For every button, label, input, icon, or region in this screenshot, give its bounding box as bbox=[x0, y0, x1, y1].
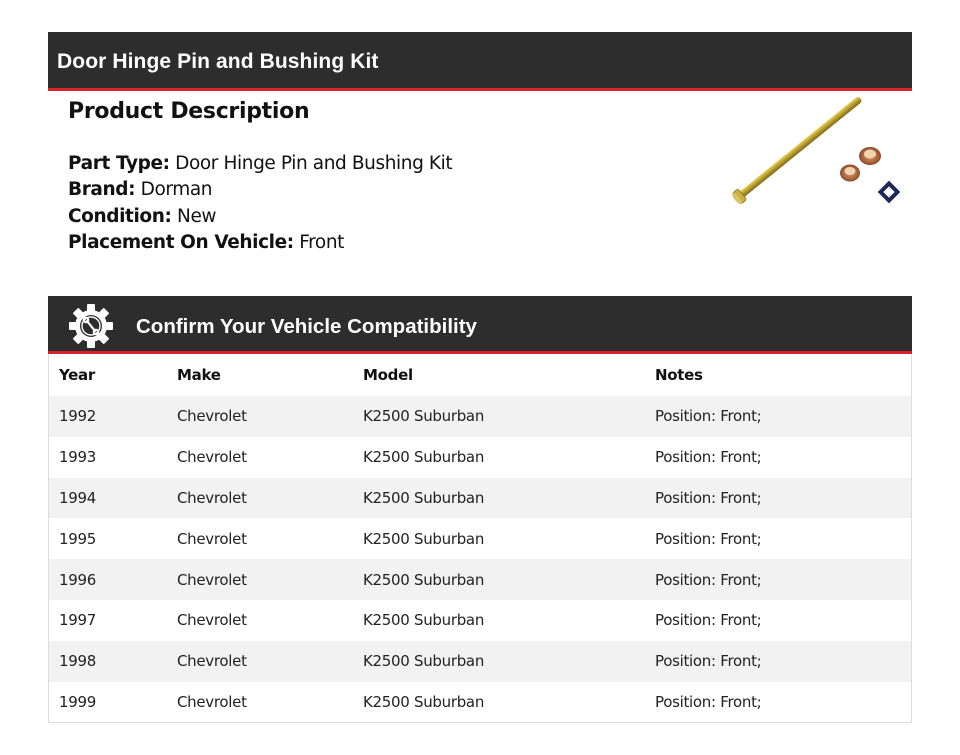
compatibility-table bbox=[48, 354, 912, 723]
cell-make: Chevrolet bbox=[167, 600, 353, 641]
cell-model: K2500 Suburban bbox=[353, 478, 645, 519]
spec-label: Part Type: bbox=[68, 153, 170, 174]
cell-year: 1994 bbox=[49, 478, 167, 519]
spec-value: New bbox=[177, 205, 217, 227]
cell-model: K2500 Suburban bbox=[353, 641, 645, 682]
cell-year: 1998 bbox=[49, 641, 167, 682]
column-header-notes: Notes bbox=[655, 366, 703, 384]
cell-notes: Position: Front; bbox=[645, 600, 911, 641]
product-image bbox=[726, 96, 910, 208]
cell-year: 1999 bbox=[49, 682, 167, 723]
cell-model: K2500 Suburban bbox=[353, 396, 645, 437]
product-description bbox=[68, 96, 708, 256]
cell-make: Chevrolet bbox=[167, 518, 353, 559]
table-row bbox=[49, 682, 911, 723]
cell-make: Chevrolet bbox=[167, 478, 353, 519]
cell-year: 1997 bbox=[49, 600, 167, 641]
cell-year: 1993 bbox=[49, 437, 167, 478]
spec-label: Condition: bbox=[68, 205, 172, 227]
cell-model: K2500 Suburban bbox=[353, 600, 645, 641]
column-header-year: Year bbox=[59, 366, 95, 384]
spec-condition bbox=[68, 204, 708, 230]
spec-label: Placement On Vehicle: bbox=[68, 231, 294, 253]
table-row bbox=[49, 478, 911, 519]
column-header-model: Model bbox=[363, 366, 413, 384]
cell-make: Chevrolet bbox=[167, 641, 353, 682]
cell-make: Chevrolet bbox=[167, 396, 353, 437]
spec-brand bbox=[68, 177, 708, 203]
cell-notes: Position: Front; bbox=[645, 559, 911, 600]
cell-notes: Position: Front; bbox=[645, 641, 911, 682]
spec-list bbox=[68, 151, 708, 256]
cell-year: 1992 bbox=[49, 396, 167, 437]
spec-part-type bbox=[68, 151, 708, 177]
cell-year: 1995 bbox=[49, 518, 167, 559]
cell-make: Chevrolet bbox=[167, 559, 353, 600]
cell-notes: Position: Front; bbox=[645, 396, 911, 437]
product-title: Door Hinge Pin and Bushing Kit bbox=[57, 50, 379, 73]
table-row bbox=[49, 437, 911, 478]
cell-notes: Position: Front; bbox=[645, 682, 911, 723]
cell-model: K2500 Suburban bbox=[353, 518, 645, 559]
cell-notes: Position: Front; bbox=[645, 478, 911, 519]
table-row bbox=[49, 600, 911, 641]
spec-value: Door Hinge Pin and Bushing Kit bbox=[175, 153, 453, 174]
compatibility-header bbox=[48, 296, 912, 354]
compatibility-title: Confirm Your Vehicle Compatibility bbox=[136, 315, 477, 338]
table-row bbox=[49, 396, 911, 437]
description-heading: Product Description bbox=[68, 99, 310, 124]
cell-notes: Position: Front; bbox=[645, 437, 911, 478]
spec-placement bbox=[68, 230, 708, 256]
spec-value: Front bbox=[299, 231, 345, 253]
cell-model: K2500 Suburban bbox=[353, 437, 645, 478]
product-title-bar bbox=[48, 32, 912, 91]
cell-model: K2500 Suburban bbox=[353, 682, 645, 723]
cell-model: K2500 Suburban bbox=[353, 559, 645, 600]
cell-make: Chevrolet bbox=[167, 682, 353, 723]
hinge-pin-kit-image bbox=[726, 96, 910, 208]
table-row bbox=[49, 559, 911, 600]
cell-make: Chevrolet bbox=[167, 437, 353, 478]
spec-label: Brand: bbox=[68, 179, 136, 201]
gear-wrench-icon bbox=[68, 303, 114, 349]
table-row bbox=[49, 641, 911, 682]
cell-year: 1996 bbox=[49, 559, 167, 600]
cell-notes: Position: Front; bbox=[645, 518, 911, 559]
table-header-row bbox=[49, 354, 911, 396]
table-row bbox=[49, 518, 911, 559]
column-header-make: Make bbox=[177, 366, 221, 384]
spec-value: Dorman bbox=[140, 179, 213, 201]
